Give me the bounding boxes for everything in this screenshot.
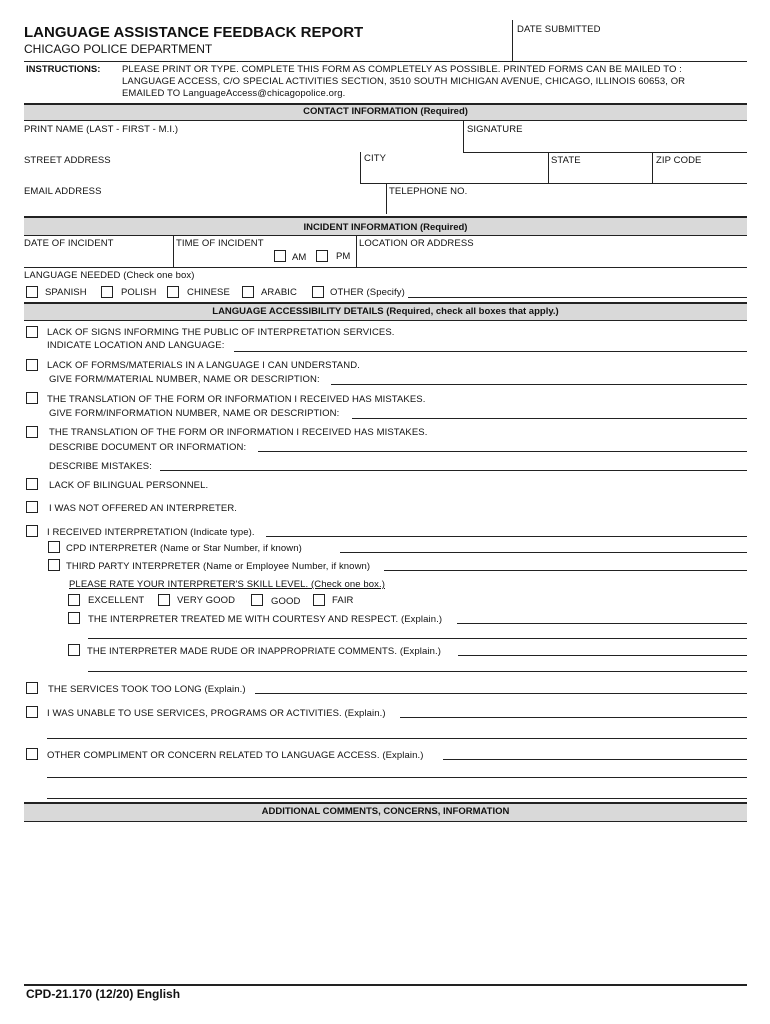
time-of-incident-label: TIME OF INCIDENT — [176, 238, 264, 249]
state-field[interactable] — [550, 167, 650, 182]
item-not-offered-checkbox[interactable] — [26, 501, 38, 513]
signature-label: SIGNATURE — [467, 124, 523, 135]
polish-checkbox[interactable] — [101, 286, 113, 298]
excellent-checkbox[interactable] — [68, 594, 80, 606]
polish-label: POLISH — [121, 287, 157, 298]
rate-interpreter-label: PLEASE RATE YOUR INTERPRETER'S SKILL LEVEL. (Check one box.) — [69, 579, 385, 590]
cpd-interpreter-text: CPD INTERPRETER (Name or Star Number, if known) — [66, 543, 302, 554]
took-too-long-field[interactable] — [255, 693, 747, 694]
date-of-incident-field[interactable] — [24, 250, 172, 266]
email-label: EMAIL ADDRESS — [24, 186, 102, 197]
footer-rule — [24, 984, 747, 986]
item-received-interpretation-text: I RECEIVED INTERPRETATION (Indicate type). — [47, 527, 255, 538]
street-address-field[interactable] — [24, 167, 358, 182]
arabic-label: ARABIC — [261, 287, 297, 298]
location-label: LOCATION OR ADDRESS — [359, 238, 474, 249]
courtesy-checkbox[interactable] — [68, 612, 80, 624]
item-received-interpretation-checkbox[interactable] — [26, 525, 38, 537]
item-took-too-long-checkbox[interactable] — [26, 682, 38, 694]
city-field[interactable] — [362, 166, 546, 182]
form-number: CPD-21.170 (12/20) English — [26, 987, 181, 1001]
other-language-field[interactable] — [408, 297, 747, 298]
incident-section-header: INCIDENT INFORMATION (Required) — [24, 216, 747, 235]
chinese-label: CHINESE — [187, 287, 230, 298]
unable-to-use-field[interactable] — [400, 717, 747, 718]
print-name-field[interactable] — [24, 136, 462, 152]
item-took-too-long-text: THE SERVICES TOOK TOO LONG (Explain.) — [48, 684, 246, 695]
item-translation-mistakes-1-checkbox[interactable] — [26, 392, 38, 404]
cpd-interpreter-field[interactable] — [340, 552, 747, 553]
date-submitted-field[interactable] — [514, 38, 748, 60]
other-concern-field[interactable] — [443, 759, 747, 760]
telephone-label: TELEPHONE NO. — [389, 186, 468, 197]
item-not-offered-text: I WAS NOT OFFERED AN INTERPRETER. — [49, 503, 238, 514]
arabic-checkbox[interactable] — [242, 286, 254, 298]
header-rule — [24, 61, 747, 62]
other-concern-field-3[interactable] — [47, 798, 747, 799]
date-submitted-label: DATE SUBMITTED — [517, 24, 601, 35]
rude-explain-field-2[interactable] — [88, 671, 747, 672]
state-label: STATE — [551, 155, 581, 166]
item-lack-bilingual-text: LACK OF BILINGUAL PERSONNEL. — [49, 480, 209, 491]
third-party-interpreter-checkbox[interactable] — [48, 559, 60, 571]
item-lack-of-forms-text: LACK OF FORMS/MATERIALS IN A LANGUAGE I CAN UNDERSTAND. — [47, 360, 360, 371]
very-good-checkbox[interactable] — [158, 594, 170, 606]
city-label: CITY — [364, 153, 387, 164]
location-field[interactable] — [358, 250, 747, 266]
cpd-interpreter-checkbox[interactable] — [48, 541, 60, 553]
third-party-interpreter-text: THIRD PARTY INTERPRETER (Name or Employee Number, if known) — [66, 561, 371, 572]
courtesy-text: THE INTERPRETER TREATED ME WITH COURTESY AND RESPECT. (Explain.) — [88, 614, 443, 625]
describe-document-field[interactable] — [258, 451, 747, 452]
fair-label: FAIR — [332, 595, 354, 606]
other-concern-field-2[interactable] — [47, 777, 747, 778]
third-party-interpreter-field[interactable] — [384, 570, 747, 571]
pm-checkbox[interactable] — [316, 250, 328, 262]
item-lack-of-signs-checkbox[interactable] — [26, 326, 38, 338]
spanish-checkbox[interactable] — [26, 286, 38, 298]
form-title: LANGUAGE ASSISTANCE FEEDBACK REPORT — [24, 24, 364, 41]
fair-checkbox[interactable] — [313, 594, 325, 606]
good-checkbox[interactable] — [251, 594, 263, 606]
am-checkbox[interactable] — [274, 250, 286, 262]
instructions-line-2: LANGUAGE ACCESS, C/O SPECIAL ACTIVITIES SECTION, 3510 SOUTH MICHIGAN AVENUE, CHICAGO, ILLINOIS 60653, OR — [122, 76, 686, 87]
instructions-label: INSTRUCTIONS: — [26, 64, 101, 75]
signature-field[interactable] — [465, 136, 747, 152]
excellent-label: EXCELLENT — [88, 595, 145, 606]
zip-code-label: ZIP CODE — [656, 155, 702, 166]
form-subtitle: CHICAGO POLICE DEPARTMENT — [24, 42, 213, 56]
additional-comments-field[interactable] — [24, 824, 747, 982]
rude-comments-checkbox[interactable] — [68, 644, 80, 656]
item-lack-of-forms-checkbox[interactable] — [26, 359, 38, 371]
courtesy-explain-field[interactable] — [457, 623, 747, 624]
language-needed-label: LANGUAGE NEEDED (Check one box) — [24, 270, 195, 281]
item-unable-to-use-checkbox[interactable] — [26, 706, 38, 718]
item-translation-mistakes-2-text: THE TRANSLATION OF THE FORM OR INFORMATION I RECEIVED HAS MISTAKES. — [49, 427, 428, 438]
item-describe-mistakes-label: DESCRIBE MISTAKES: — [49, 461, 152, 472]
rude-explain-field[interactable] — [458, 655, 747, 656]
additional-comments-header: ADDITIONAL COMMENTS, CONCERNS, INFORMATION — [24, 802, 747, 821]
courtesy-explain-field-2[interactable] — [88, 638, 747, 639]
very-good-label: VERY GOOD — [177, 595, 236, 606]
other-language-label: OTHER (Specify) — [330, 287, 405, 298]
accessibility-section-header: LANGUAGE ACCESSIBILITY DETAILS (Required, check all boxes that apply.) — [24, 302, 747, 320]
item-other-concern-checkbox[interactable] — [26, 748, 38, 760]
chinese-checkbox[interactable] — [167, 286, 179, 298]
describe-mistakes-field[interactable] — [160, 470, 747, 471]
forms-description-field[interactable] — [331, 384, 747, 385]
item-translation-mistakes-2-checkbox[interactable] — [26, 426, 38, 438]
date-submitted-divider — [512, 20, 513, 62]
pm-label: PM — [336, 251, 351, 262]
item-translation-mistakes-1-sub: GIVE FORM/INFORMATION NUMBER, NAME OR DESCRIPTION: — [49, 408, 340, 419]
print-name-label: PRINT NAME (LAST - FIRST - M.I.) — [24, 124, 179, 135]
date-of-incident-label: DATE OF INCIDENT — [24, 238, 114, 249]
translation-form-field[interactable] — [352, 418, 747, 419]
item-lack-bilingual-checkbox[interactable] — [26, 478, 38, 490]
time-of-incident-field[interactable] — [176, 250, 271, 266]
item-translation-mistakes-1-text: THE TRANSLATION OF THE FORM OR INFORMATION I RECEIVED HAS MISTAKES. — [47, 394, 426, 405]
instructions-line-1: PLEASE PRINT OR TYPE. COMPLETE THIS FORM AS COMPLETELY AS POSSIBLE. PRINTED FORMS CAN BE MAILED TO : — [122, 64, 682, 75]
signs-location-field[interactable] — [234, 351, 747, 352]
street-address-label: STREET ADDRESS — [24, 155, 111, 166]
item-describe-document-label: DESCRIBE DOCUMENT OR INFORMATION: — [49, 442, 247, 453]
unable-to-use-field-2[interactable] — [47, 738, 747, 739]
item-lack-of-signs-text: LACK OF SIGNS INFORMING THE PUBLIC OF INTERPRETATION SERVICES. — [47, 327, 395, 338]
rude-comments-text: THE INTERPRETER MADE RUDE OR INAPPROPRIATE COMMENTS. (Explain.) — [87, 646, 441, 657]
item-other-concern-text: OTHER COMPLIMENT OR CONCERN RELATED TO LANGUAGE ACCESS. (Explain.) — [47, 750, 424, 761]
item-lack-of-forms-sub: GIVE FORM/MATERIAL NUMBER, NAME OR DESCRIPTION: — [49, 374, 320, 385]
other-language-checkbox[interactable] — [312, 286, 324, 298]
item-unable-to-use-text: I WAS UNABLE TO USE SERVICES, PROGRAMS OR ACTIVITIES. (Explain.) — [47, 708, 386, 719]
item-lack-of-signs-sub: INDICATE LOCATION AND LANGUAGE: — [47, 340, 225, 351]
am-label: AM — [292, 252, 307, 263]
interpretation-type-field[interactable] — [266, 536, 747, 537]
spanish-label: SPANISH — [45, 287, 87, 298]
zip-code-field[interactable] — [654, 167, 747, 182]
telephone-field[interactable] — [388, 198, 747, 213]
instructions-line-3: EMAILED TO LanguageAccess@chicagopolice.org. — [122, 88, 346, 99]
email-field[interactable] — [24, 198, 384, 213]
contact-section-header: CONTACT INFORMATION (Required) — [24, 103, 747, 120]
good-label: GOOD — [271, 596, 301, 607]
